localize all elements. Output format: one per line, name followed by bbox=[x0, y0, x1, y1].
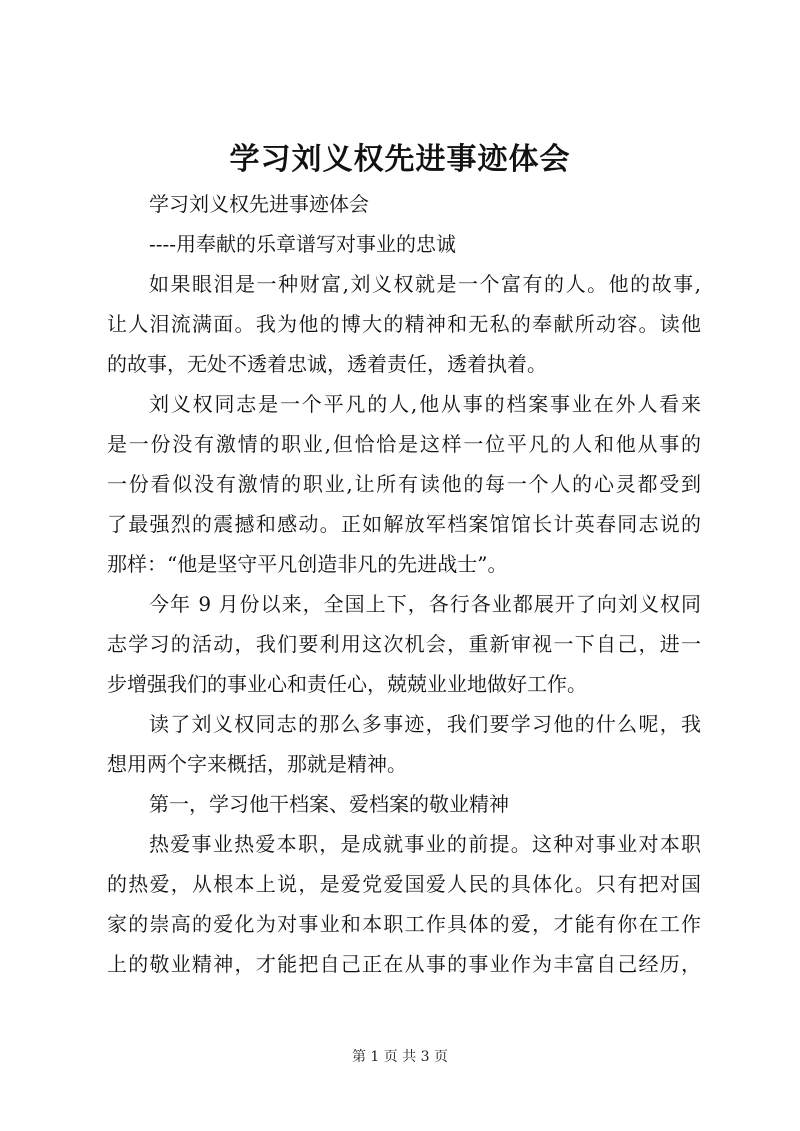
paragraph-line: 是一份没有激情的职业,但恰恰是这样一位平凡的人和他从事的 bbox=[107, 432, 701, 456]
paragraph-line: 的热爱，从根本上说，是爱党爱国爱人民的具体化。只有把对国 bbox=[107, 872, 701, 896]
paragraph-line: 今年 9 月份以来，全国上下，各行各业都展开了向刘义权同 bbox=[149, 592, 701, 616]
paragraph-line: 让人泪流满面。我为他的博大的精神和无私的奉献所动容。读他 bbox=[107, 312, 701, 336]
paragraph-line: 志学习的活动，我们要利用这次机会，重新审视一下自己，进一 bbox=[107, 632, 701, 656]
page-footer: 第 1 页 共 3 页 bbox=[351, 1049, 449, 1065]
paragraph-line: 一份看似没有激情的职业,让所有读他的每一个人的心灵都受到 bbox=[107, 472, 701, 496]
paragraph-line: 那样：“他是坚守平凡创造非凡的先进战士”。 bbox=[107, 552, 508, 576]
paragraph-line: 的故事，无处不透着忠诚，透着责任，透着执着。 bbox=[107, 352, 547, 376]
section-heading: 第一，学习他干档案、爱档案的敬业精神 bbox=[149, 792, 509, 816]
paragraph-line: 读了刘义权同志的那么多事迹，我们要学习他的什么呢，我 bbox=[149, 712, 701, 736]
paragraph-line: 上的敬业精神，才能把自己正在从事的事业作为丰富自己经历， bbox=[107, 952, 701, 976]
document-title: 学习刘义权先进事迹体会 bbox=[229, 142, 571, 177]
paragraph-line: 步增强我们的事业心和责任心，兢兢业业地做好工作。 bbox=[107, 672, 587, 696]
paragraph-line: 刘义权同志是一个平凡的人,他从事的档案事业在外人看来 bbox=[149, 392, 701, 416]
document-body bbox=[107, 184, 701, 984]
paragraph-line: 想用两个字来概括，那就是精神。 bbox=[107, 752, 407, 776]
subtitle-line: ----用奉献的乐章谱写对事业的忠诚 bbox=[149, 232, 457, 256]
paragraph-line: 家的崇高的爱化为对事业和本职工作具体的爱，才能有你在工作 bbox=[107, 912, 701, 936]
paragraph-line: 热爱事业热爱本职，是成就事业的前提。这种对事业对本职 bbox=[149, 832, 701, 856]
paragraph-line: 如果眼泪是一种财富,刘义权就是一个富有的人。他的故事, bbox=[149, 272, 701, 296]
paragraph-line: 了最强烈的震撼和感动。正如解放军档案馆馆长计英春同志说的 bbox=[107, 512, 701, 536]
subtitle-line: 学习刘义权先进事迹体会 bbox=[149, 192, 369, 216]
